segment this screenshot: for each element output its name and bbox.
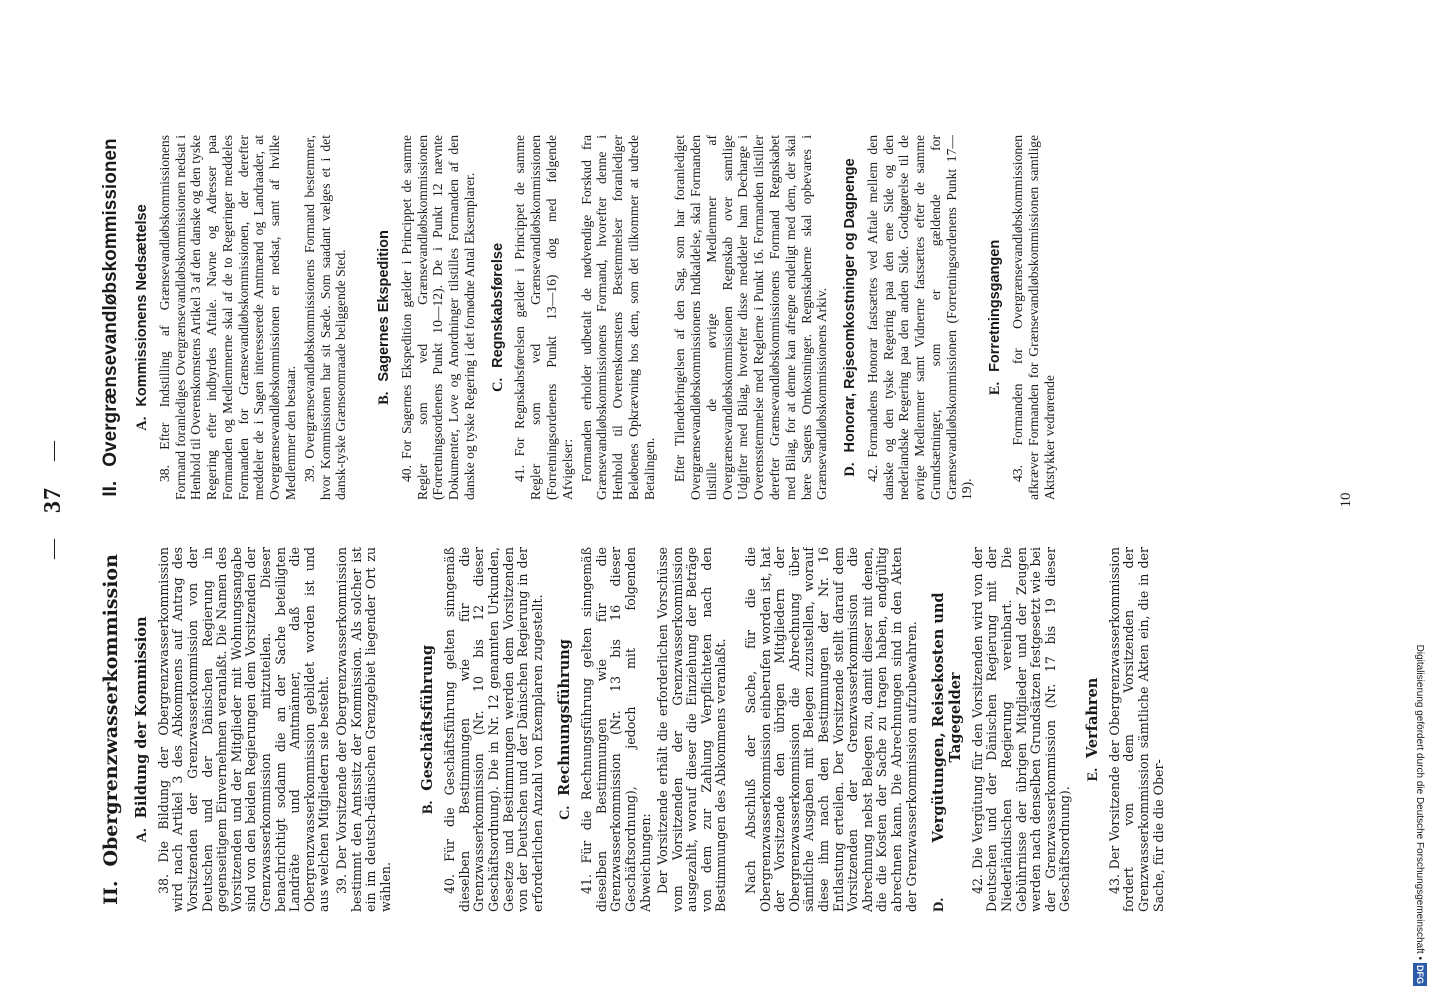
paragraph: 42. Formandens Honorar fastsættes ved Aftale mellem den danske og den tyske Regering paa den ene Side og den nederlandske Regering paa den anden Side. Godtgørelse til de øvrige Medlemmer samt Vidnerne fastsættes efter de samme Grundsætninger, som er gældende for Grænsevandløbskommissionen (Forretningsordenens Punkt 17—19).: [864, 135, 975, 500]
section-letter: B.: [420, 800, 437, 815]
german-title-number: II.: [100, 880, 122, 905]
paragraph: 43. Formanden for Overgrænsevandløbskommissionen afkræver Formanden for Grænsevandløbskommissionen samtlige Aktstykker vedrørende: [1010, 135, 1057, 500]
german-title-text: Obergrenzwasserkommission: [100, 554, 122, 867]
paragraph: 39. Der Vorsitzende der Obergrenzwasserkommission bestimmt den Amtssitz der Kommission. Als solcher ist ein im deutsch-dänischen Grenzgebiet liegender Ort zu wählen.: [333, 547, 393, 912]
danish-heading-b: [376, 135, 393, 500]
paragraph: 43. Der Vorsitzende der Obergrenzwasserkommission fordert von dem Vorsitzenden der Grenzwasserkommission sämtliche Akten ein, die in der Sache, für die die Ober-: [1106, 547, 1166, 912]
dfg-logo: DFG: [1415, 965, 1425, 984]
section-letter: C.: [557, 805, 574, 820]
paragraph: Efter Tilendebringelsen af den Sag, som har foranlediget Overgrænsevandløbskommissionens Indkaldelse, skal Formanden tilstille de øvrige Medlemmer af Overgrænsevandløbskommissionen Regnskab over samtlige Udgifter med Bilag, hvorefter disse meddeler ham Decharge i Overensstemmelse med Reglerne i Punkt 16. Formanden tilstiller derefter Grænsevandløbskommissionens Formand Regnskabet med Bilag, for at denne kan afregne endeligt med dem, der skal bære Sagens Omkostninger. Regnskaberne skal opbevares i Grænsevandløbskommissionens Arkiv.: [672, 135, 830, 500]
paragraph: 40. Für die Geschäftsführung gelten sinngemäß dieselben Bestimmungen wie für die Grenzwasserkommission (Nr. 10 bis 12 dieser Geschäftsordnung). Die in Nr. 12 genannten Urkunden, Gesetze und Bestimmungen werden dem Vorsitzenden von der Deutschen und der Dänischen Regierung in der erforderlichen Anzahl von Exemplaren zugestellt.: [442, 547, 545, 912]
page-header: [36, 0, 70, 1000]
footer-number: 10: [1338, 492, 1354, 508]
section-heading: Honorar, Rejseomkostninger og Dagpenge: [842, 158, 859, 453]
paragraph: Nach Abschluß der Sache, für die die Obergrenzwasserkommission einberufen worden ist, hat der Vorsitzende den übrigen Mitgliedern der Obergrenzwasserkommission die Abrechnung über sämtliche Ausgaben mit Belegen zuzustellen, worauf diese ihm nach den Bestimmungen der Nr. 16 Entlastung erteilen. Der Vorsitzende stellt darauf dem Vorsitzenden der Grenzwasserkommission die Abrechnung nebst Belegen zu, damit dieser mit denen, die die Kosten der Sache zu tragen haben, endgültig abrechnen kann. Die Abrechnungen sind in den Akten der Grenzwasserkommission aufzubewahren.: [743, 547, 919, 912]
paragraph: 41. For Regnskabsførelsen gælder i Princippet de samme Regler som ved Grænsevandløbskommissionen (Forretningsordenens Punkt 13—16) dog med følgende Afvigelser:: [512, 135, 575, 500]
danish-title: [100, 135, 122, 500]
section-heading: Bildung der Kommission: [133, 616, 151, 819]
danish-heading-e: [987, 135, 1004, 500]
section-heading: Forretningsgangen: [987, 239, 1004, 372]
german-column: [100, 547, 1250, 912]
german-heading-d: [931, 547, 965, 912]
section-heading: Verfahren: [1083, 677, 1101, 759]
paragraph: Der Vorsitzende erhält die erforderlichen Vorschüsse vom Vorsitzenden der Grenzwasserkommission ausgezahlt, worauf dieser die Einziehung der Beträge von dem zur Zahlung Verpflichteten nach den Bestimmungen des Abkommens veranlaßt.: [655, 547, 729, 912]
digitization-note: [1410, 0, 1430, 1000]
section-letter: A.: [134, 416, 151, 431]
section-letter: E.: [1084, 768, 1101, 782]
german-heading-b: [420, 547, 437, 912]
section-letter: D.: [842, 462, 859, 477]
section-letter: E.: [987, 381, 1004, 396]
german-heading-e: [1085, 547, 1102, 912]
paragraph: 42. Die Vergütung für den Vorsitzenden wird von der Deutschen und der Dänischen Regierung mit der Niederländischen Regierung vereinbart. Die Gebührnisse der übrigen Mitglieder und der Zeugen werden nach denselben Grundsätzen festgesetzt wie bei der Grenzwasserkommission (Nr. 17 bis 19 dieser Geschäftsordnung).: [969, 547, 1073, 912]
paragraph: 40. For Sagernes Ekspedition gælder i Princippet de samme Regler som ved Grænsevandløbskommissionen (Forretningsordenens Punkt 10—12). De i Punkt 12 nævnte Dokumenter, Love og Anordninger tilstilles Formanden af den danske og tyske Regering i det fornødne Antal Eksemplarer.: [398, 135, 477, 500]
section-letter: A.: [134, 828, 151, 843]
section-letter: C.: [489, 377, 506, 393]
header-dash-right: —: [41, 441, 64, 461]
paragraph: 39. Overgrænsevandløbskommissionens Formand bestemmer, hvor Kommissionen har sit Sæde. Som saadant vælges et i det dansk-tyske Grænseomraade beliggende Sted.: [301, 135, 349, 500]
paragraph: 38. Die Bildung der Obergrenzwasserkommission wird nach Artikel 3 des Abkommens auf Antrag des Vorsitzenden der Grenzwasserkommission von der Deutschen und der Dänischen Regierung in gegenseitigem Einvernehmen veranlaßt. Die Namen des Vorsitzenden und der Mitglieder mit Wohnungsangabe sind von den beiden Regierungen dem Vorsitzenden der Grenzwasserkommission mitzuteilen. Dieser benachrichtigt sodann die an der Sache beteiligten Landräte und Amtmänner, daß die Obergrenzwasserkommission gebildet worden ist und aus welchen Mitgliedern sie besteht.: [155, 547, 332, 912]
danish-column: [100, 135, 1250, 500]
paragraph: 38. Efter Indstilling af Grænsevandløbskommissionens Formand foranlediges Overgrænsevandløbskommissionen nedsat i Henhold til Overenskomstens Artikel 3 af den danske og den tyske Regering efter indbyrdes Aftale. Navne og Adresser paa Formanden og Medlemmerne skal af de to Regeringer meddeles Formanden for Grænsevandløbskommissionen, der derefter meddeler de i Sagen interesserede Amtmænd og Landraader, at Overgrænsevandløbskommissionen er nedsat, samt af hvilke Medlemmer den bestaar.: [156, 135, 298, 500]
section-letter: D.: [931, 897, 948, 912]
section-letter: B.: [376, 391, 393, 405]
german-heading-a: [134, 547, 151, 912]
danish-title-number: II.: [100, 480, 121, 497]
paragraph: Formanden erholder udbetalt de nødvendige Forskud fra Grænsevandløbskommissionens Formand, hvorefter denne i Henhold til Overenskomstens Bestemmelser foranlediger Beløbenes Opkrævning hos dem, som det tilkommer at udrede Betalingen.: [578, 135, 657, 500]
danish-heading-d: [842, 135, 859, 500]
section-heading: Geschäftsführung: [419, 644, 437, 791]
danish-heading-c: [490, 135, 507, 500]
section-heading: Rechnungsführung: [556, 639, 574, 796]
section-heading: Regnskabsførelse: [489, 242, 506, 368]
german-title: [100, 547, 122, 912]
german-heading-c: [557, 547, 574, 912]
section-heading: Sagernes Ekspedition: [376, 230, 393, 382]
digitization-text: Digitalisierung gefördert durch die Deutsche Forschungsgemeinschaft •: [1414, 644, 1426, 960]
page-number: 37: [39, 487, 66, 513]
header-dash-left: —: [41, 539, 64, 559]
danish-heading-a: [134, 135, 151, 500]
danish-title-text: Overgrænsevandløbskommissionen: [100, 138, 121, 467]
section-heading: Kommissionens Nedsættelse: [134, 204, 151, 407]
paragraph: 41. Für die Rechnungsführung gelten sinngemäß dieselben Bestimmungen wie für die Grenzwasserkommission (Nr. 13 bis 16 dieser Geschäftsordnung), jedoch mit folgenden Abweichungen:: [579, 547, 653, 912]
section-heading: Vergütungen, Reisekosten und Tagegelder: [930, 592, 964, 843]
